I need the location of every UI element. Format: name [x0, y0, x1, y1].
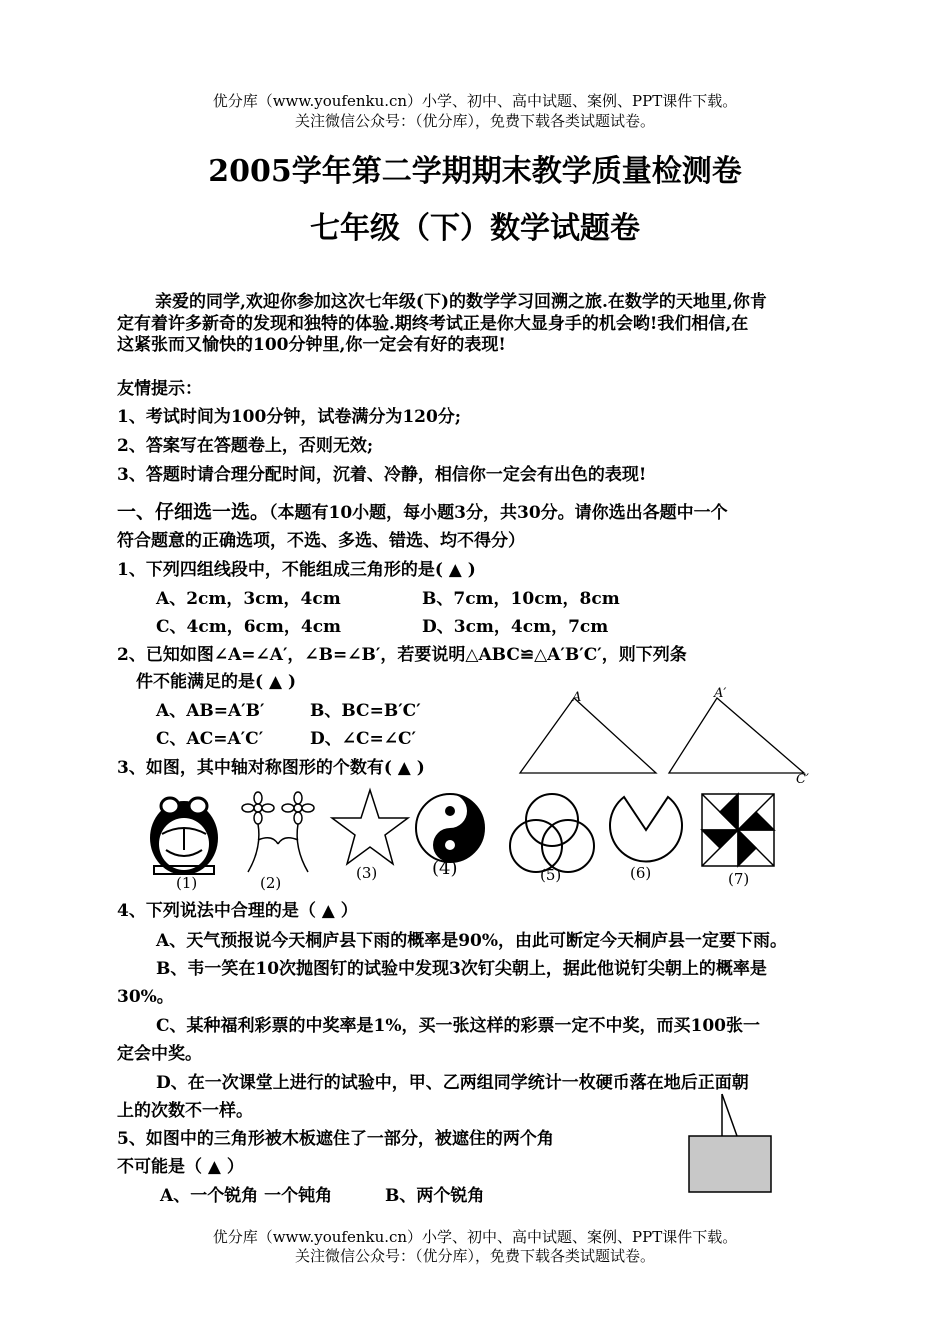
- header-line-1: 优分库（www.youfenku.cn）小学、初中、高中试题、案例、PPT课件下载。: [212, 92, 738, 110]
- label-a: A: [572, 690, 582, 705]
- intro-line-3: 这紧张而又愉快的100分钟里,你一定会有好的表现!: [117, 335, 506, 355]
- q5-board-figure: [685, 1090, 785, 1200]
- figure-label-4: (4): [432, 858, 458, 879]
- q1-stem: 1、下列四组线段中，不能组成三角形的是( ▲ ): [117, 560, 476, 580]
- figure-7-pinwheel-icon: [702, 794, 774, 866]
- wooden-board: [689, 1136, 771, 1192]
- q4-option-b-1: B、韦一笑在10次抛图钉的试验中发现3次钉尖朝上，据此他说钉尖朝上的概率是: [156, 959, 767, 979]
- q1-option-b: B、7cm，10cm，8cm: [422, 589, 620, 609]
- q4-stem: 4、下列说法中合理的是（ ▲ ）: [117, 901, 358, 921]
- triangle-abc-prime: [669, 698, 804, 773]
- tips-heading: 友情提示：: [117, 379, 202, 399]
- q4-option-b-2: 30%。: [117, 987, 174, 1007]
- section-1-desc-2: 符合题意的正确选项，不选、多选、错选、均不得分）: [117, 531, 525, 551]
- figure-1-face-icon: [150, 798, 218, 875]
- header-line-2: 关注微信公众号：（优分库），免费下载各类试题试卷。: [294, 112, 655, 130]
- q2-stem-2: 件不能满足的是( ▲ ): [136, 672, 296, 692]
- figure-label-5: (5): [540, 866, 562, 884]
- q2-stem-1: 2、已知如图∠A=∠A′，∠B=∠B′，若要说明△ABC≌△A′B′C′，则下列条: [117, 645, 687, 665]
- figure-5-triquetra-icon: [510, 794, 594, 872]
- footer-line-1: 优分库（www.youfenku.cn）小学、初中、高中试题、案例、PPT课件下载。: [212, 1228, 738, 1246]
- figure-4-yin-yang-icon: [416, 794, 484, 862]
- q5-stem-2: 不可能是（ ▲ ）: [117, 1157, 244, 1177]
- q4-option-c-1: C、某种福利彩票的中奖率是1%，买一张这样的彩票一定不中奖，而买100张一: [156, 1016, 760, 1036]
- footer-line-2: 关注微信公众号：（优分库），免费下载各类试题试卷。: [294, 1247, 655, 1265]
- section-1-header: [117, 497, 728, 524]
- q4-option-c-2: 定会中奖。: [117, 1044, 202, 1064]
- page-subtitle: 七年级（下）数学试题卷: [310, 211, 640, 246]
- q5-stem-1: 5、如图中的三角形被木板遮住了一部分，被遮住的两个角: [117, 1129, 554, 1149]
- q2-triangles-figure: [510, 680, 840, 790]
- figure-3-star-icon: [332, 790, 408, 864]
- triangle-abc: [520, 698, 656, 773]
- intro-line-1: 亲爱的同学,欢迎你参加这次七年级(下)的数学学习回溯之旅.在数学的天地里,你肯: [155, 292, 767, 312]
- figure-label-1: (1): [176, 874, 198, 892]
- section-1-heading: 一、仔细选一选。: [117, 501, 270, 523]
- triangle-side-right: [722, 1094, 737, 1136]
- q4-option-a: A、天气预报说今天桐庐县下雨的概率是90%，由此可断定今天桐庐县一定要下雨。: [156, 931, 787, 951]
- label-a-prime: A′: [714, 686, 727, 701]
- figure-label-3: (3): [356, 864, 378, 882]
- q5-option-a: A、一个锐角 一个钝角: [160, 1186, 333, 1206]
- section-1-desc-1: （本题有10小题，每小题3分，共30分。请你选出各题中一个: [269, 503, 728, 523]
- tip-3: 3、答题时请合理分配时间，沉着、冷静，相信你一定会有出色的表现!: [117, 465, 647, 485]
- q4-option-d-2: 上的次数不一样。: [117, 1101, 253, 1121]
- label-c-prime: C′: [796, 772, 809, 787]
- figure-label-6: (6): [630, 864, 652, 882]
- tip-1: 1、考试时间为100分钟，试卷满分为120分;: [117, 407, 462, 427]
- q3-figures: [140, 788, 800, 888]
- q2-option-a: A、AB=A′B′: [156, 701, 265, 721]
- q1-option-c: C、4cm，6cm，4cm: [156, 617, 342, 637]
- page-title: 2005学年第二学期期末教学质量检测卷: [208, 154, 742, 189]
- figure-2-flowers-icon: [242, 792, 314, 872]
- tip-2: 2、答案写在答题卷上，否则无效;: [117, 436, 374, 456]
- q5-option-b: B、两个锐角: [385, 1186, 485, 1206]
- q1-option-d: D、3cm，4cm，7cm: [422, 617, 609, 637]
- q3-stem: 3、如图，其中轴对称图形的个数有( ▲ ): [117, 758, 425, 778]
- q1-option-a: A、2cm，3cm，4cm: [156, 589, 341, 609]
- q2-option-c: C、AC=A′C′: [156, 729, 264, 749]
- figure-label-2: (2): [260, 874, 282, 892]
- q2-option-d: D、∠C=∠C′: [310, 729, 417, 749]
- figure-label-7: (7): [728, 870, 750, 888]
- q4-option-d-1: D、在一次课堂上进行的试验中，甲、乙两组同学统计一枚硬币落在地后正面朝: [156, 1073, 749, 1093]
- q2-option-b: B、BC=B′C′: [310, 701, 421, 721]
- intro-line-2: 定有着许多新奇的发现和独特的体验.期终考试正是你大显身手的机会哟!我们相信,在: [117, 314, 749, 334]
- figure-6-sector-icon: [610, 797, 682, 861]
